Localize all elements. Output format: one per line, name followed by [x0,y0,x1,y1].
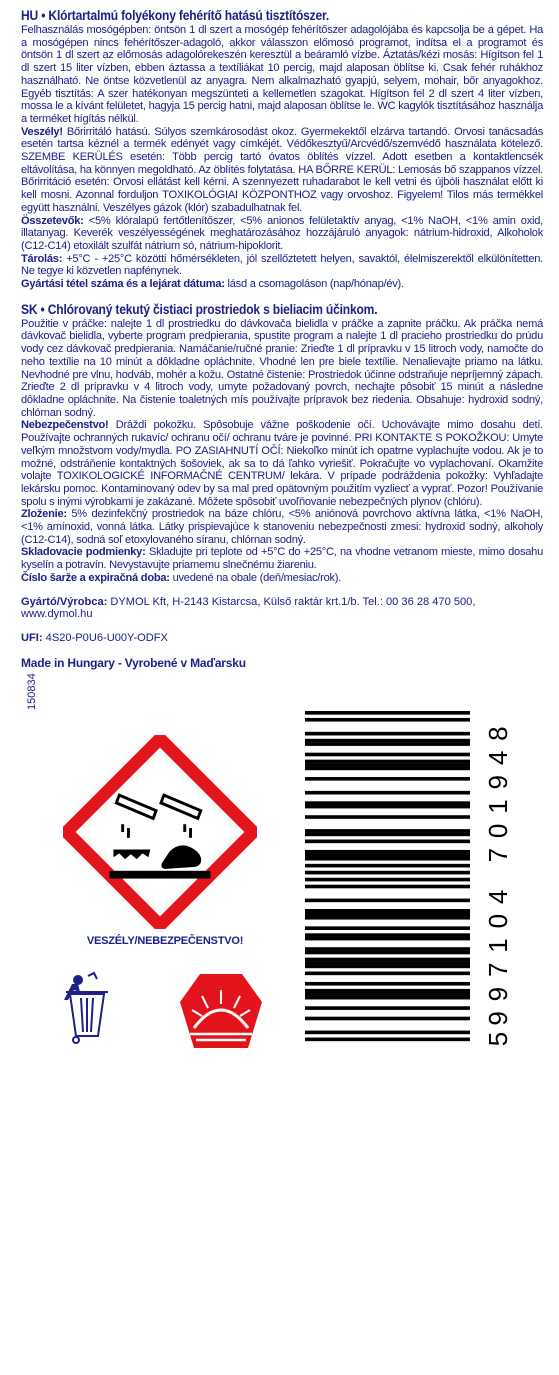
barcode-bar [305,926,470,930]
barcode-digit: 7 [483,847,513,863]
hu-storage-text: +5°C - +25°C közötti hőmérsékleten, jól szellőztetett helyen, savaktól, élelmiszerektől elkülönítetten. Ne tegye ki közvetlen napfénynek. [21,252,543,278]
sk-title: SK • Chlórovaný tekutý čistiaci prostriedok s bieliacim účinkom. [21,301,378,317]
no-trash-bin-icon [52,970,124,1050]
barcode-bar [305,885,470,889]
ghs05-corrosion-icon [63,735,257,929]
barcode-bar [305,853,470,857]
sk-usage: Použitie v práčke: nalejte 1 dl prostriedku do dávkovača bielidla v práčke a zapnite práčku. Ak práčka nemá dávkovač bielidla, vyberte program predpierania, spustite program a nalejte 1 dl pracieho prostriedku do prúdu vody cez dávkovač predpierania. Namáčanie/ručné pranie: Zrieďte 1 dl prípravku v 15 litroch vody, namočte do neho textílie na 10 minút a dôkladne opláchnite. Vhodné len pre biele textílie. Nenalievajte priamo na látku. Nevhodné pre vlnu, hodváb, mohér a kožu. Ostatné čistenie: Prostriedok účinne odstraňuje nepríjemný zápach. Zrieďte 2 dl prípravku v 4 litroch vody, umyte požadovaný povrch, nechajte pôsobiť 15 minút a následne dôkladne opláchnite. Na čistenie toaletných mís používajte prípravok bez riedenia. Obsahuje: hydroxid sodný, chlórnan sodný. [21,317,543,419]
barcode-bar [305,989,470,993]
hu-danger-label: Veszély! [21,125,63,138]
barcode-bar [305,871,470,875]
hu-usage: Felhasználás mosógépben: öntsön 1 dl szert a mosógép fehérítőszer adagolójába és kapcsolja be a gépet. Ha a mosógépen nincs fehérítőszer-adagoló, akkor válasszon előmosó programot, indítsa el a programot és öntsön 1 dl szert az előmosás adagolórekeszén keresztül a beáramló vízbe. Áztatás/kézi mosás: Hígítson fel 1 dl szert 15 liter vízben, ebben áztassa a textíliákat 10 percig, majd alaposan öblítse ki. Csak fehér ruhákhoz használható. Ne öntse közvetlenül az anyagra. Nem alkalmazható gyapjú, selyem, mohair, bőr anyagokhoz. Egyéb tisztítás: A szer hatékonyan megszünteti a kellemetlen szagokat. Hígítson fel 2 dl szert 4 liter vízben, mossa le a kívánt felületet, hagyja 15 percig hatni, majd alaposan öblítse le. WC kagylók tisztításához használja a terméket hígítás nélkül. [21,24,543,125]
ufi-label: UFI: [21,631,43,644]
sk-composition-label: Zloženie: [21,508,67,521]
ean-barcode [305,705,525,1050]
barcode-bar [305,933,470,937]
barcode-bar [305,805,470,809]
sk-storage-paragraph [21,546,543,571]
barcode-digit: 4 [483,750,513,766]
barcode-bar [305,996,470,1000]
product-code: 150834 [26,673,38,710]
barcode-bar [305,732,470,736]
barcode-bar [305,711,470,715]
barcode-bar [305,763,470,767]
hu-batch-label: Gyártási tétel száma és a lejárat dátuma: [21,278,225,291]
hu-ingredients-paragraph [21,215,543,253]
barcode-bar [305,899,470,903]
barcode-bar [305,878,470,882]
barcode-digit: 8 [483,726,513,741]
barcode-bar [305,1038,470,1042]
hu-ingredients-text: <5% klóralapú fertőtlenítőszer, <5% anionos felületaktív anyag, <1% NaOH, <1% amin oxid, illatanyag. Keverék veszélyességének meghatározásához hozzájáruló anyagok: nátrium-hidroxid, Alkoholok (C12-C14) etoxilált szulfát nátrium só, nátrium-hipoklorit. [21,214,543,252]
ufi-value: 4S20-P0U6-U00Y-ODFX [42,631,168,644]
barcode-bar [305,718,470,722]
barcode-bar [305,760,470,764]
barcode-bar [305,1031,470,1035]
hu-usage-text [21,24,543,126]
barcode-digit: 7 [483,962,513,978]
barcode-bar [305,1017,470,1021]
barcode-bar [305,982,470,986]
barcode-bar [305,850,470,854]
sk-danger-label: Nebezpečenstvo! [21,419,109,432]
made-in-text: Made in Hungary - Vyrobené v Maďarsku [21,655,246,670]
barcode-bar [305,833,470,837]
barcode-digit: 1 [483,938,513,953]
hu-title: HU • Klórtartalmú folyékony fehérítő hatású tisztítószer. [21,8,330,23]
hu-danger-text: Bőrirritáló hatású. Súlyos szemkárosodást okoz. Gyermekektől elzárva tartandó. Orvosi tanácsadás esetén tartsa kéznél a termék edényét vagy címkéjét. Védőkesztyű/Arcvédő/szemvédő használata kötelező. SZEMBE KERÜLÉS esetén: Több percig tartó óvatos öblítés vízzel. Adott esetben a kontaktlencsék eltávolítása, ha könnyen megoldható. Az öblítés folytatása. HA BŐRRE KERÜL: Lemosás bő szappanos vízzel. Bőrirritáció esetén: Orvosi ellátást kell kérni. A szennyezett ruhadarabot le kell vetni és újbóli használat előtt ki kell mosni. Azonnal forduljon TOXIKOLÓGIAI KÖZPONTHOZ vagy orvoshoz. Figyelem! Tilos más termékkel együtt használni. Veszélyes gázok (klór) szabadulhatnak fel. [21,125,543,214]
sk-batch-text: uvedené na obale (deň/mesiac/rok). [169,571,342,584]
barcode-bar [305,767,470,771]
sk-storage-text: Skladujte pri teplote od +5°C do +25°C, na vhodne vetranom mieste, mimo dosahu kyselín a potravín. Nevystavujte priamemu slnečnému žiareniu. [21,546,544,572]
hu-ingredients-label: Összetevők: [21,214,84,227]
barcode-digit: 1 [483,799,513,814]
barcode-bar [305,753,470,757]
barcode-bar [305,965,470,969]
barcode-bar [305,857,470,861]
barcode-bar [305,951,470,955]
barcode-digit: 9 [483,774,513,790]
barcode-bar [305,958,470,962]
barcode-bar [305,972,470,976]
hu-batch-paragraph [21,278,543,291]
hu-danger-paragraph [21,126,543,215]
barcode-bar [305,829,470,833]
sk-storage-label: Skladovacie podmienky: [21,546,146,559]
barcode-bar [305,864,470,868]
barcode-bar [305,937,470,941]
barcode-bar [305,992,470,996]
barcode-bar [305,840,470,844]
sk-usage-text [21,318,543,420]
barcode-bar [305,912,470,916]
barcode-digit: 0 [483,823,513,839]
keep-away-from-sunlight-icon [180,972,262,1052]
sk-batch-label: Číslo šarže a expiračná doba: [21,571,170,584]
barcode-bar [305,815,470,819]
manufacturer-text: DYMOL Kft, H-2143 Kistarcsa, Külső raktár krt.1/b. Tel.: 00 36 28 470 500, www.dymol.hu [21,595,476,621]
barcode-bar [305,909,470,913]
sk-batch-paragraph [21,572,543,585]
manufacturer-label: Gyártó/Výrobca: [21,595,108,608]
barcode-digit: 5 [483,1031,513,1047]
manufacturer-info [21,596,543,621]
barcode-bar [305,1006,470,1010]
barcode-digit: 9 [483,1011,513,1026]
sk-composition-paragraph [21,508,543,546]
barcode-bar [305,947,470,951]
ufi-code [21,632,543,645]
sk-danger-text: Dráždi pokožku. Spôsobuje vážne poškodenie očí. Uchovávajte mimo dosahu detí. Používajte ochranných rukavíc/ ochranu očí/ ochranu tváre je povinné. PRI KONTAKTE S POKOŽKOU: Umyte veľkým množstvom vody/mydla. PO ZASIAHNUTÍ OČÍ: Niekoľko minút ich opatrne vyplachujte vodou. Ak je to možné, odstráňenie kontaktných šošoviek, ak sa to dá ľahko vyriešiť. Pokračujte vo vyplachovaní. Okamžite volajte TOXIKOLOGICKÉ INFORMAČNÉ CENTRUM/ lekára. V prípade podráždenia pokožky: Vyhľadajte lekársku pomoc. Kontaminovaný odev by sa mal pred opätovným použitím vyzliecť a vyprať. Pozor! Používanie spolu s inými výrobkami je zakázané. Môžete spôsobiť uvoľňovanie nebezpečných plynov (chlóru). [21,419,543,508]
barcode-digit: 4 [483,889,513,905]
barcode-bar [305,791,470,795]
label-text-column [21,8,543,670]
barcode-bar [305,742,470,746]
barcode-bar [305,739,470,743]
barcode-bar [305,801,470,805]
hazard-label: VESZÉLY/NEBEZPEČENSTVO! [86,935,244,947]
barcode-bar [305,916,470,920]
hu-batch-text: lásd a csomagoláson (nap/hónap/év). [224,278,404,291]
barcode-bar [305,777,470,781]
sk-danger-paragraph [21,419,543,508]
barcode-bar [305,961,470,965]
barcode-digit: 0 [483,913,513,929]
sk-composition-text: 5% dezinfekčný prostriedok na báze chlóru, <5% aniónová povrchovo aktívna látka, <1% NaOH, <1% amínoxid, vonná látka. Látky prispievajúce k stanoveniu nebezpečnosti zmesi: hydroxid sodný, alkoholy (C12-C14), sodná soľ etoxylovaného síranu, chlórnan sodný. [21,508,543,546]
hu-storage-label: Tárolás: [21,252,63,265]
barcode-digit: 9 [483,986,513,1002]
hu-storage-paragraph [21,253,543,278]
